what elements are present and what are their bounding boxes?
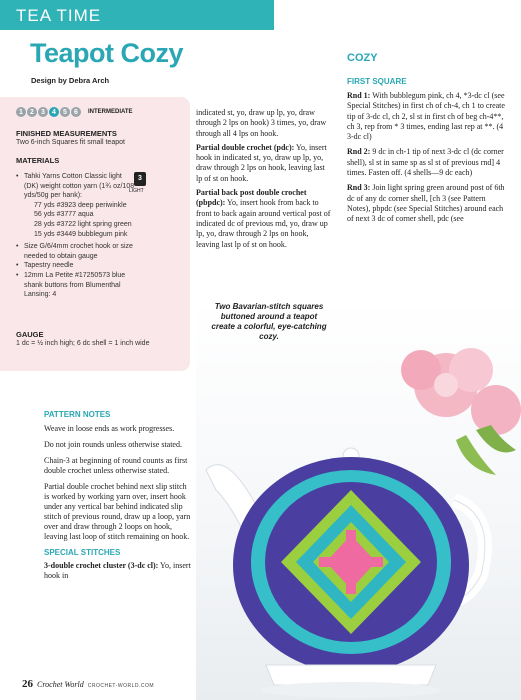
pdc-text: Yo, insert hook in indicated st, yo, draw up lp, yo, draw through 2 lps on hook, leaving last lp of st on hook.: [196, 142, 327, 183]
cozy-square: [233, 457, 469, 673]
skill-level-4: 4: [49, 107, 59, 117]
note-4: Partial double crochet behind next slip stitch is worked by working yarn over, insert hook under any vertical bar behind indicated slip stitch of previous round, draw up a loop, yarn over and draw through 2 loops on hook, leaving last loop of stitch remaining on hook.: [44, 482, 191, 541]
pbpdc-definition: [196, 188, 331, 250]
measurements-heading: FINISHED MEASUREMENTS: [16, 129, 117, 138]
yarn-color-4: 15 yds #3449 bubblegum pink: [34, 230, 128, 238]
pattern-notes: [44, 410, 192, 581]
yarn-color-3: 28 yds #3722 light spring green: [34, 220, 132, 228]
materials-needle: • Tapestry needle: [16, 261, 184, 271]
note-1: Weave in loose ends as work progresses.: [44, 424, 175, 433]
gauge-heading: GAUGE: [16, 330, 44, 339]
round-3: [347, 183, 505, 224]
gauge-block: [16, 330, 151, 349]
skill-level-6: 6: [71, 107, 81, 117]
measurements-text: Two 6-inch Squares fit small teapot: [16, 139, 125, 146]
yarn-weight-icon: 3: [134, 172, 146, 186]
article-title: Teapot Cozy: [30, 38, 184, 68]
special-stitch-1-name: 3-double crochet cluster (3-dc cl):: [44, 561, 159, 570]
round-3-text: Join light spring green around post of 6th dc of any dc corner shell, [ch 3 (see Pattern Notes), pbpdc (see Special Stitches) around each of next 3 dc of corner shell, pdc (see: [347, 183, 505, 224]
yarn-color-2: 56 yds #3777 aqua: [34, 211, 94, 219]
materials-buttons: • 12mm La Petite #17250573 blue shank buttons from Blumenthal Lansing: 4: [16, 271, 136, 300]
note-3: Chain-3 at beginning of round counts as first double crochet unless otherwise stated.: [44, 456, 188, 475]
special-stitches-heading: SPECIAL STITCHES: [44, 548, 121, 557]
yarn-color-1: 77 yds #3923 deep periwinkle: [34, 201, 127, 209]
yarn-weight-label: LIGHT: [129, 188, 144, 194]
column-3: [347, 52, 505, 230]
page-number: 26: [22, 678, 33, 690]
materials-yarn: • Tahki Yarns Cotton Classic light (DK) weight cotton yarn (1¾ oz/108 yds/50g per hank):: [16, 172, 136, 201]
materials-hook: • Size G/6/4mm crochet hook or size needed to obtain gauge: [16, 242, 134, 261]
skill-level-5: 5: [60, 107, 70, 117]
cluster-continued: indicated st, yo, draw up lp, yo, draw through 2 lps on hook) 3 times, yo, draw through all 4 lps on hook.: [196, 108, 327, 138]
materials-heading: MATERIALS: [16, 156, 60, 165]
round-2-label: Rnd 2:: [347, 147, 371, 157]
skill-level-2: 2: [27, 107, 37, 117]
cozy-heading: COZY: [347, 52, 378, 64]
pattern-notes-heading: PATTERN NOTES: [44, 410, 111, 419]
first-square-heading: FIRST SQUARE: [347, 77, 407, 86]
section-tab: [0, 0, 274, 30]
photo-caption: Two Bavarian-stitch squares buttoned around a teapot create a colorful, eye-catching cozy.: [211, 302, 327, 341]
skill-level: [16, 107, 133, 117]
pdc-name: Partial double crochet (pdc):: [196, 142, 295, 152]
website: CROCHET-WORLD.COM: [87, 683, 155, 689]
round-3-label: Rnd 3:: [347, 183, 371, 193]
page-footer: [22, 678, 154, 690]
round-2: [347, 147, 505, 178]
special-stitch-1: [44, 561, 192, 581]
special-stitch-1-text: Yo, insert hook in: [44, 561, 191, 580]
materials-list: [16, 169, 184, 300]
pdc-definition: [196, 143, 331, 184]
pbpdc-name: Partial back post double crochet (pbpdc):: [196, 188, 307, 208]
round-1-text: With bubblegum pink, ch 4, *3-dc cl (see Special Stitches) in first ch of ch-4, ch 1 to create tip of 3-dc cl, ch 2, sl st in first ch of beg ch-4**, ch 3, rep from * 3 times, ending last rep at **. (4 3-dc cl): [347, 91, 505, 142]
teapot-cozy-photo: [196, 300, 521, 700]
round-1-label: Rnd 1:: [347, 91, 371, 100]
round-1: [347, 91, 505, 142]
gauge-text: 1 dc = ½ inch high; 6 dc shell = 1 inch wide: [16, 340, 150, 347]
magazine-name: Crochet World: [37, 680, 84, 689]
byline: Design by Debra Arch: [31, 76, 110, 85]
column-2: [196, 108, 331, 254]
measurements-block: [16, 129, 186, 148]
pbpdc-text: Yo, insert hook from back to front to back again around vertical post of indicated dc of previous rnd, yo, draw up lp, yo, draw through 2 lps on hook, leaving last lp of st on hook.: [196, 198, 331, 249]
skill-level-1: 1: [16, 107, 26, 117]
section-tab-label: TEA TIME: [16, 6, 102, 25]
round-2-text: 9 dc in ch-1 tip of next 3-dc cl (dc corner shell), sl st in same sp as sl st of previous rnd] 4 times. Fasten off. (4 shells—9 dc each): [347, 147, 504, 178]
note-2: Do not join rounds unless otherwise stated.: [44, 440, 182, 449]
skill-level-label: INTERMEDIATE: [88, 109, 133, 115]
skill-level-3: 3: [38, 107, 48, 117]
